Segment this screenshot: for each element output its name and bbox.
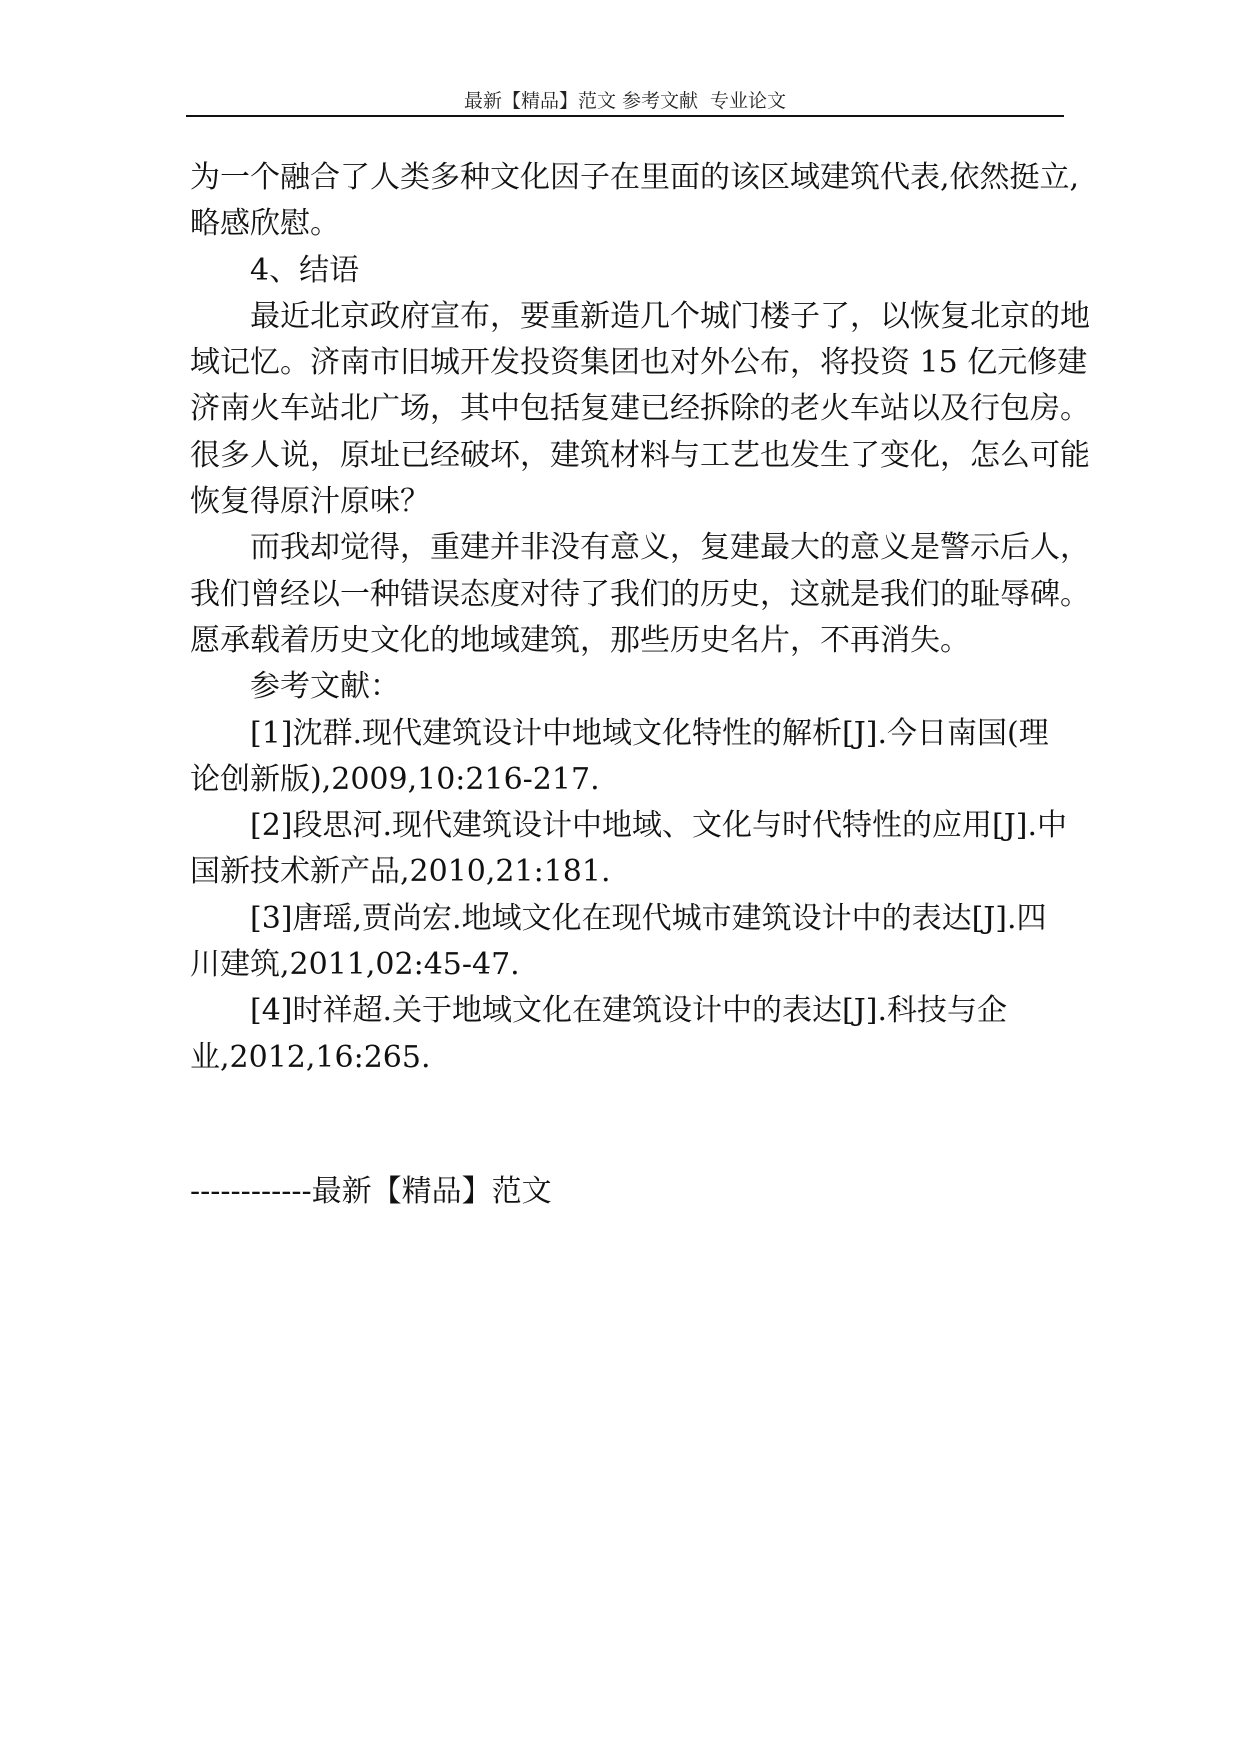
paragraph-line: 域记忆。济南市旧城开发投资集团也对外公布，将投资 15 亿元修建 <box>190 345 1088 381</box>
running-header: 最新【精品】范文 参考文献 专业论文 <box>463 90 787 112</box>
section-heading-conclusion <box>190 248 1060 294</box>
footer-note: ------------最新【精品】范文 <box>190 1174 552 1209</box>
section-heading-text: 4、结语 <box>250 252 360 288</box>
reference-line: [4]时祥超.关于地域文化在建筑设计中的表达[J].科技与企 <box>250 993 1008 1029</box>
paragraph-line: 我们曾经以一种错误态度对待了我们的历史，这就是我们的耻辱碑。 <box>190 576 1090 612</box>
paragraph-line: 济南火车站北广场，其中包括复建已经拆除的老火车站以及行包房。 <box>190 391 1090 427</box>
reference-line: 川建筑,2011,02:45-47. <box>190 947 520 983</box>
paragraph-line: 而我却觉得，重建并非没有意义，复建最大的意义是警示后人， <box>250 530 1090 566</box>
paragraph-line: 略感欣慰。 <box>190 206 340 242</box>
references-heading-text: 参考文献： <box>250 669 400 705</box>
paragraph <box>190 294 1090 525</box>
reference-line: [2]段思河.现代建筑设计中地域、文化与时代特性的应用[J].中 <box>250 808 1068 844</box>
paragraph-line: 恢复得原汁原味？ <box>190 484 430 520</box>
paragraph <box>190 525 1090 664</box>
paragraph-line: 愿承载着历史文化的地域建筑，那些历史名片，不再消失。 <box>190 622 970 658</box>
reference-line: [3]唐瑶,贾尚宏.地域文化在现代城市建筑设计中的表达[J].四 <box>250 900 1047 936</box>
reference-line: 论创新版),2009,10:216-217. <box>190 761 600 797</box>
reference-item <box>190 896 1060 989</box>
reference-line: 国新技术新产品,2010,21:181. <box>190 854 611 890</box>
paragraph-line: 为一个融合了人类多种文化因子在里面的该区域建筑代表,依然挺立, <box>190 160 1080 195</box>
body-text <box>190 155 1090 1081</box>
header-rule <box>186 115 1064 117</box>
reference-item <box>190 803 1068 896</box>
reference-item <box>190 711 1060 804</box>
references-heading <box>190 664 1060 710</box>
reference-line: [1]沈群.现代建筑设计中地域文化特性的解析[J].今日南国(理 <box>250 715 1049 751</box>
reference-line: 业,2012,16:265. <box>190 1039 431 1075</box>
reference-item <box>190 988 1060 1081</box>
continuation-paragraph <box>190 155 1080 248</box>
paragraph-line: 很多人说，原址已经破坏，建筑材料与工艺也发生了变化，怎么可能 <box>190 437 1090 473</box>
paragraph-line: 最近北京政府宣布，要重新造几个城门楼子了，以恢复北京的地 <box>250 298 1090 334</box>
